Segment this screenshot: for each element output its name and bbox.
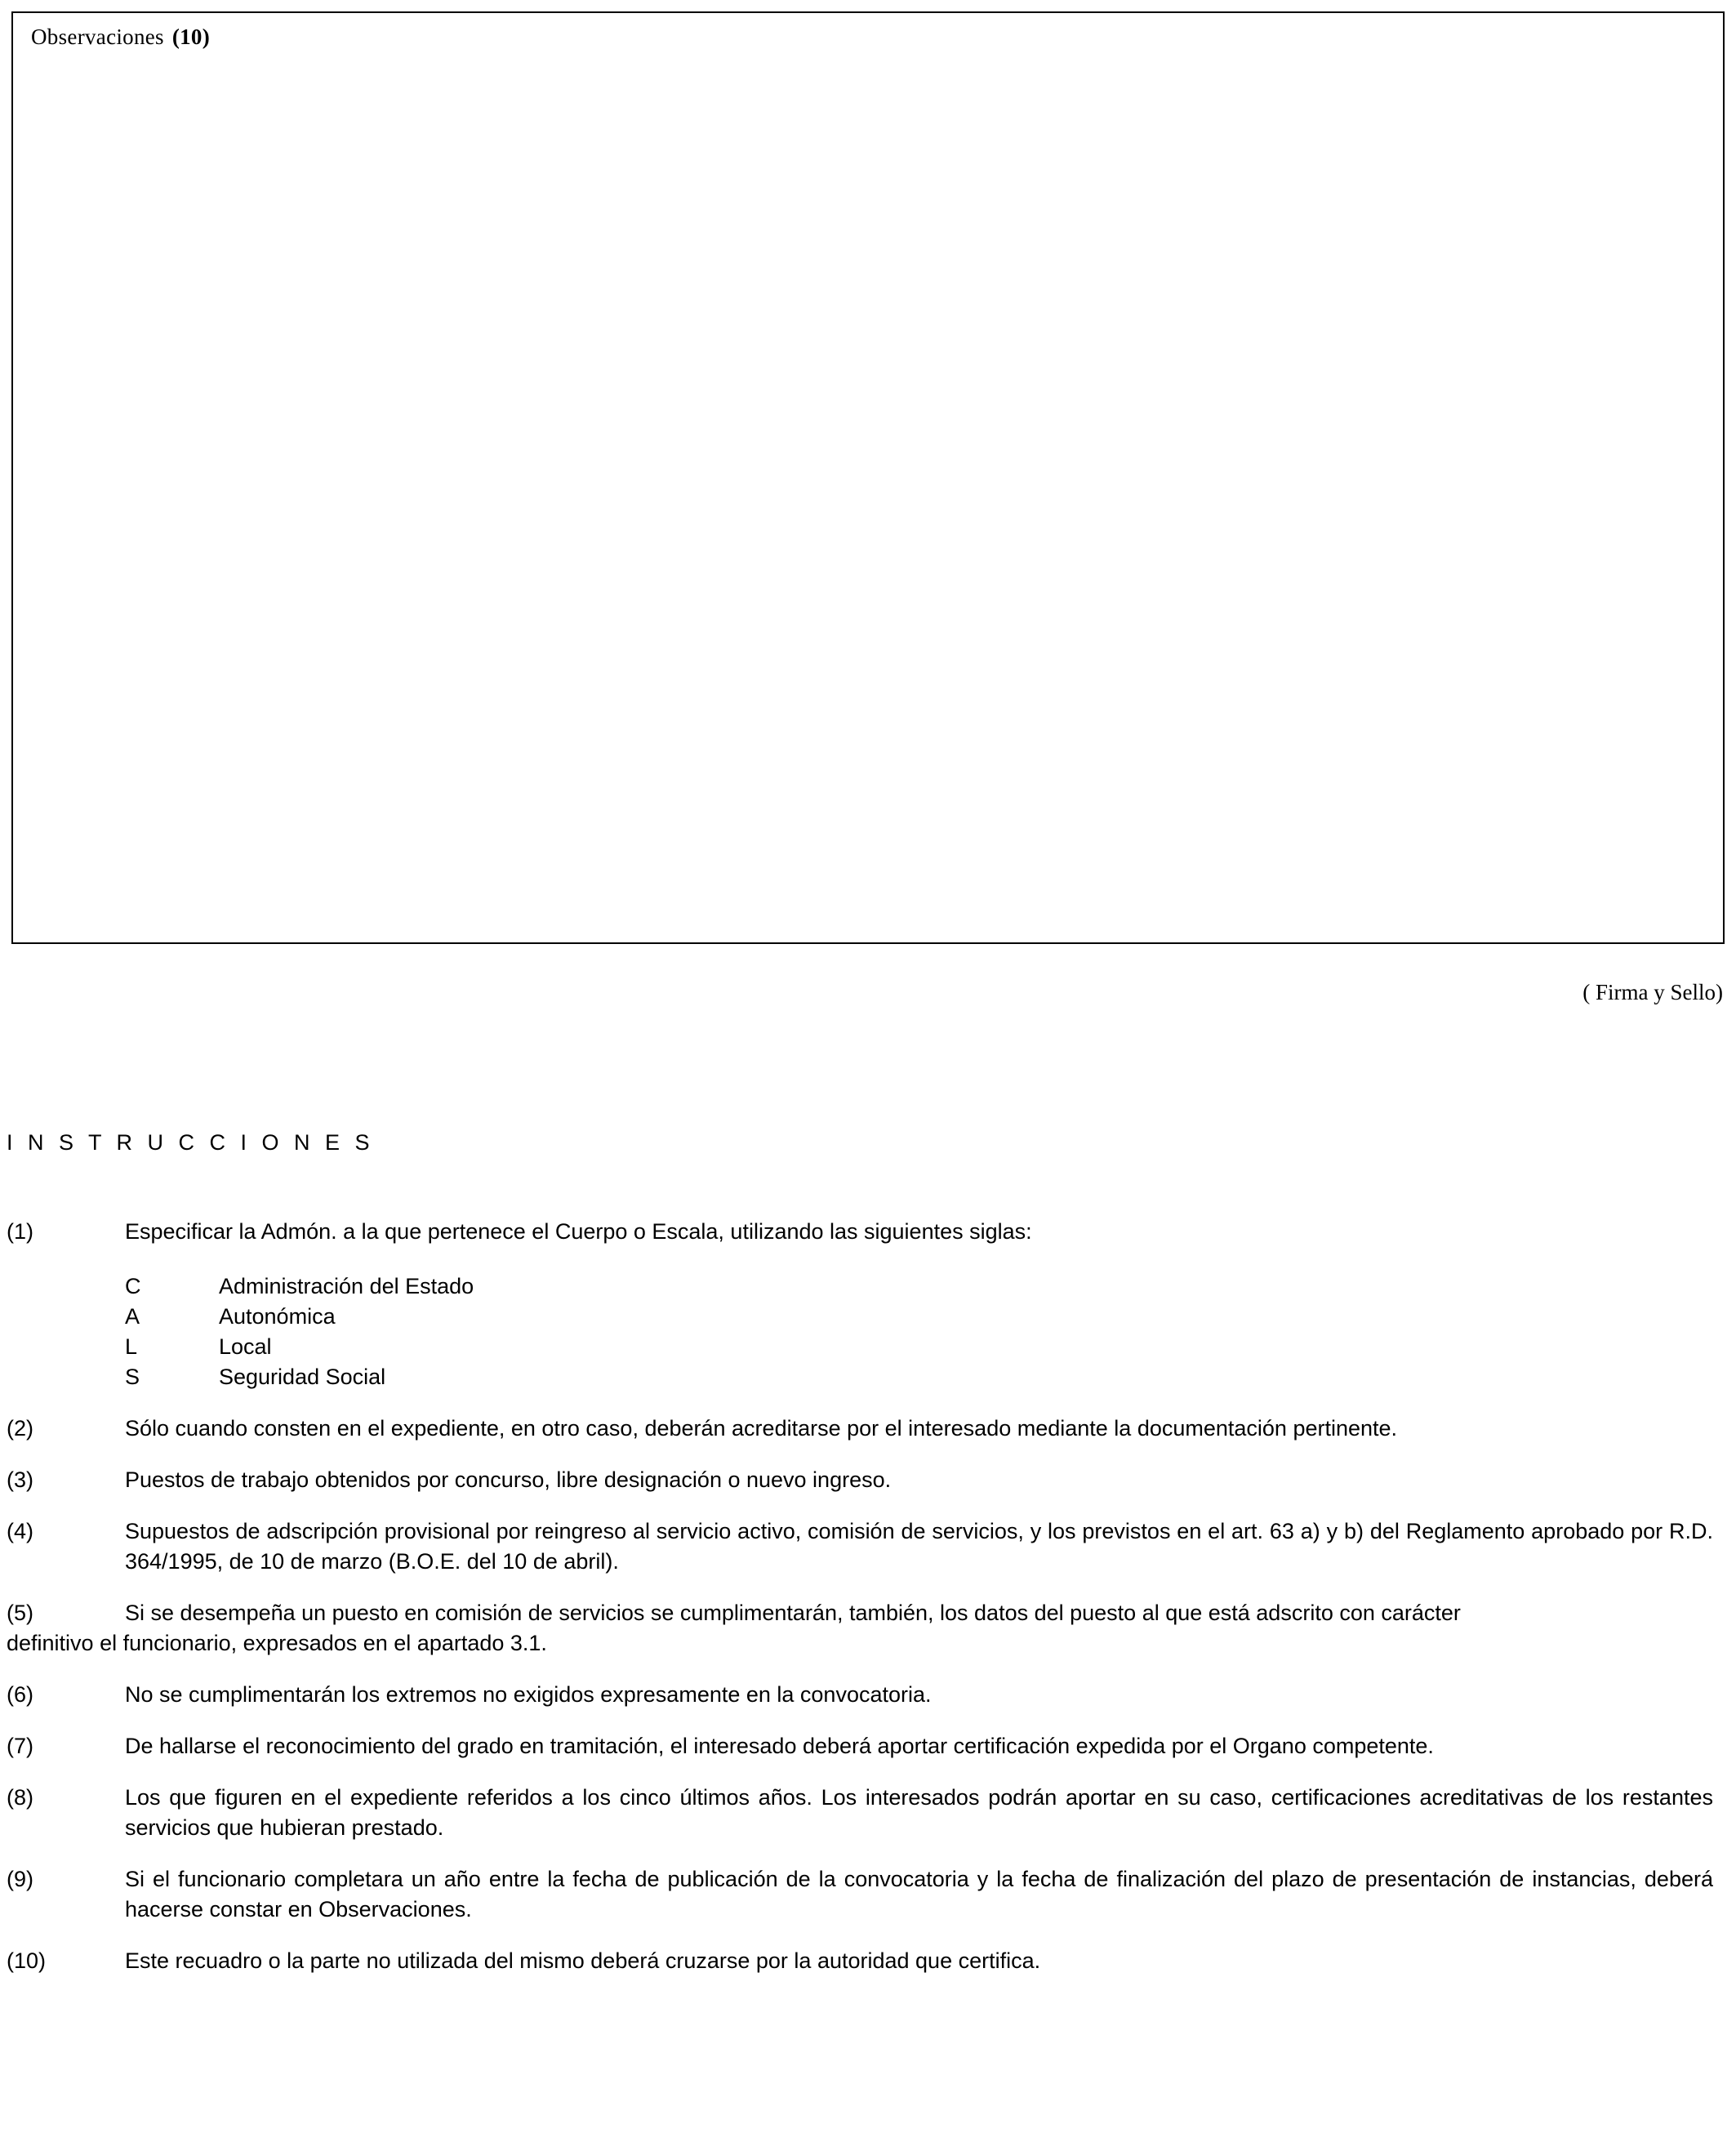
- signature-caption: ( Firma y Sello): [1582, 980, 1723, 1004]
- instruction-text: Supuestos de adscripción provisional por reingreso al servicio activo, comisión de servicios, y los previstos en el art. 63 a) y b) del Reglamento aprobado por R.D. 364/1995, de 10 de marzo (B.O.E. del 10 de abril).: [125, 1519, 1713, 1574]
- instructions-list: [7, 1217, 1713, 1997]
- instruction-item: [7, 1946, 1713, 1976]
- instruction-item: [7, 1680, 1713, 1710]
- sigla-code: L: [125, 1334, 138, 1359]
- instruction-number: (5): [7, 1601, 33, 1625]
- table-row: [125, 1332, 474, 1362]
- instruction-text: [7, 1598, 1713, 1659]
- instruction-item: [7, 1783, 1713, 1843]
- instruction-number: (3): [7, 1467, 33, 1492]
- instruction-item: [7, 1516, 1713, 1577]
- table-row: [125, 1362, 474, 1392]
- instruction-item: [7, 1598, 1713, 1659]
- sigla-desc: Administración del Estado: [219, 1274, 474, 1298]
- sigla-desc: Seguridad Social: [219, 1365, 386, 1389]
- instruction-number: (4): [7, 1519, 33, 1543]
- instructions-heading: I N S T R U C C I O N E S: [7, 1130, 375, 1155]
- instruction-text-line: Especificar la Admón. a la que pertenece el Cuerpo o Escala, utilizando las siguientes siglas:: [125, 1219, 1032, 1244]
- instruction-item: [7, 1465, 1713, 1495]
- instruction-number: (8): [7, 1785, 33, 1810]
- instruction-item: [7, 1731, 1713, 1761]
- instruction-text: Si el funcionario completara un año entre la fecha de publicación de la convocatoria y la fecha de finalización del plazo de presentación de instancias, deberá hacerse constar en Observaciones.: [125, 1867, 1713, 1921]
- instruction-number: (1): [7, 1219, 33, 1244]
- observations-note-ref: (10): [171, 24, 211, 49]
- instruction-text: No se cumplimentarán los extremos no exigidos expresamente en la convocatoria.: [125, 1682, 932, 1707]
- sigla-desc: Autonómica: [219, 1304, 336, 1329]
- instruction-text: Sólo cuando consten en el expediente, en otro caso, deberán acreditarse por el interesado mediante la documentación pertinente.: [125, 1416, 1398, 1441]
- sigla-code: A: [125, 1304, 140, 1329]
- instruction-item: [7, 1414, 1713, 1444]
- instruction-text-continuation: definitivo el funcionario, expresados en el apartado 3.1.: [7, 1631, 547, 1655]
- instruction-number: (7): [7, 1734, 33, 1758]
- sigla-code: S: [125, 1365, 140, 1389]
- instruction-text: De hallarse el reconocimiento del grado en tramitación, el interesado deberá aportar certificación expedida por el Organo competente.: [125, 1734, 1434, 1758]
- instruction-text-line: Si se desempeña un puesto en comisión de servicios se cumplimentarán, también, los datos del puesto al que está adscrito con carácter: [125, 1601, 1461, 1625]
- siglas-table: [125, 1271, 474, 1392]
- instruction-number: (6): [7, 1682, 33, 1707]
- instruction-text: Los que figuren en el expediente referidos a los cinco últimos años. Los interesados podrán aportar en su caso, certificaciones acreditativas de los restantes servicios que hubieran prestado.: [125, 1785, 1713, 1840]
- observations-label-text: Observaciones: [31, 24, 164, 49]
- instruction-item: [7, 1217, 1713, 1392]
- instruction-text: [125, 1217, 1713, 1392]
- instruction-text: Este recuadro o la parte no utilizada del mismo deberá cruzarse por la autoridad que certifica.: [125, 1948, 1041, 1973]
- instruction-number: (9): [7, 1867, 33, 1891]
- instruction-number: (2): [7, 1416, 33, 1441]
- observations-box[interactable]: [11, 11, 1725, 944]
- table-row: [125, 1302, 474, 1332]
- observations-label: [31, 24, 210, 50]
- sigla-desc: Local: [219, 1334, 272, 1359]
- instruction-text: Puestos de trabajo obtenidos por concurso, libre designación o nuevo ingreso.: [125, 1467, 892, 1492]
- sigla-code: C: [125, 1274, 141, 1298]
- table-row: [125, 1271, 474, 1302]
- instruction-number: (10): [7, 1948, 47, 1973]
- instruction-item: [7, 1864, 1713, 1925]
